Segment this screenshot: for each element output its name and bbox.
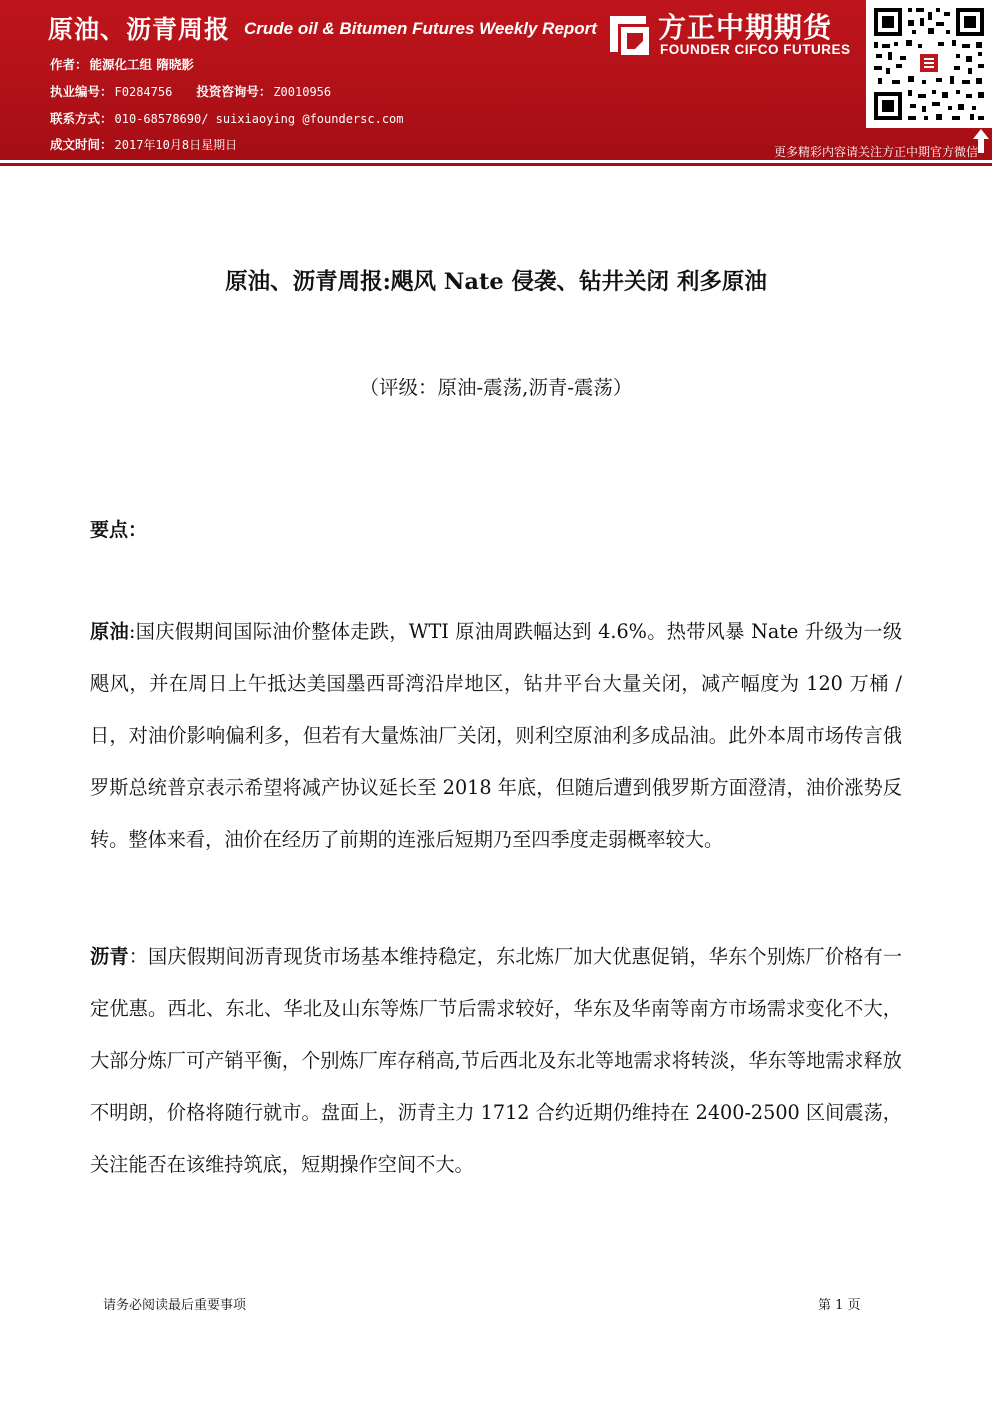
report-header bbox=[0, 0, 992, 160]
bitumen-text: ：国庆假期间沥青现货市场基本维持稳定，东北炼厂加大优惠促销，华东个别炼厂价格有一定优惠。西北、东北、华北及山东等炼厂节后需求较好，华东及华南等南方市场需求变化不大，大部分炼厂可产销平衡，个别炼厂库存稍高,节后西北及东北等地需求将转淡，华东等地需求释放不明朗，价格将随行就市。盘面上，沥青主力 1712 合约近期仍维持在 2400-2500 区间震荡，关注能否在该维持筑底，短期操作空间不大。 bbox=[90, 945, 903, 1176]
license-label: 执业编号： bbox=[50, 84, 113, 99]
report-rating: （评级：原油-震荡,沥青-震荡） bbox=[359, 376, 633, 399]
author-line bbox=[50, 55, 194, 73]
footer-notice: 请务必阅读最后重要事项 bbox=[103, 1298, 247, 1313]
author-value: 能源化工组 隋晓影 bbox=[89, 57, 194, 72]
consult-value: Z0010956 bbox=[273, 85, 332, 99]
follow-wechat-text: 更多精彩内容请关注方正中期官方微信 bbox=[773, 145, 978, 159]
logo-chinese-name: 方正中期期货 bbox=[658, 11, 833, 44]
consult-label: 投资咨询号： bbox=[196, 84, 272, 99]
report-series-subtitle: Crude oil & Bitumen Futures Weekly Report bbox=[244, 19, 597, 38]
founder-logo-icon bbox=[604, 10, 652, 58]
author-label: 作者： bbox=[50, 57, 88, 72]
date-label: 成文时间： bbox=[50, 137, 113, 152]
report-title: 原油、沥青周报:飓风 Nate 侵袭、钻井关闭 利多原油 bbox=[225, 269, 767, 295]
bitumen-label: 沥青 bbox=[90, 945, 129, 968]
page-number: 第 1 页 bbox=[818, 1298, 861, 1313]
contact-line bbox=[50, 109, 404, 127]
wechat-qr-code bbox=[866, 0, 992, 128]
license-line bbox=[50, 82, 331, 100]
date-line bbox=[50, 135, 237, 153]
contact-value[interactable]: 010-68578690/ suixiaoying @foundersc.com bbox=[114, 112, 404, 126]
bitumen-paragraph bbox=[90, 931, 902, 1191]
crude-oil-paragraph bbox=[90, 606, 902, 866]
qr-code-icon bbox=[866, 0, 992, 128]
date-value: 2017年10月8日星期日 bbox=[114, 138, 238, 152]
keypoints-heading: 要点： bbox=[90, 519, 148, 541]
license-value: F0284756 bbox=[114, 85, 173, 99]
founder-logo bbox=[600, 6, 860, 62]
contact-label: 联系方式： bbox=[50, 111, 113, 126]
report-series-title: 原油、沥青周报 bbox=[48, 15, 231, 44]
header-divider bbox=[0, 163, 992, 166]
crude-oil-text: :国庆假期间国际油价整体走跌，WTI 原油周跌幅达到 4.6%。热带风暴 Nate 升级为一级飓风，并在周日上午抵达美国墨西哥湾沿岸地区，钻井平台大量关闭，减产幅度为 120 万桶 / 日，对油价影响偏利多，但若有大量炼油厂关闭，则利空原油利多成品油。此外本周市场传言俄罗斯总统普京表示希望将减产协议延长至 2018 年底，但随后遭到俄罗斯方面澄清，油价涨势反转。整体来看，油价在经历了前期的连涨后短期乃至四季度走弱概率较大。 bbox=[90, 620, 903, 851]
logo-english-name: FOUNDER CIFCO FUTURES bbox=[660, 42, 851, 57]
crude-oil-label: 原油 bbox=[90, 620, 129, 643]
